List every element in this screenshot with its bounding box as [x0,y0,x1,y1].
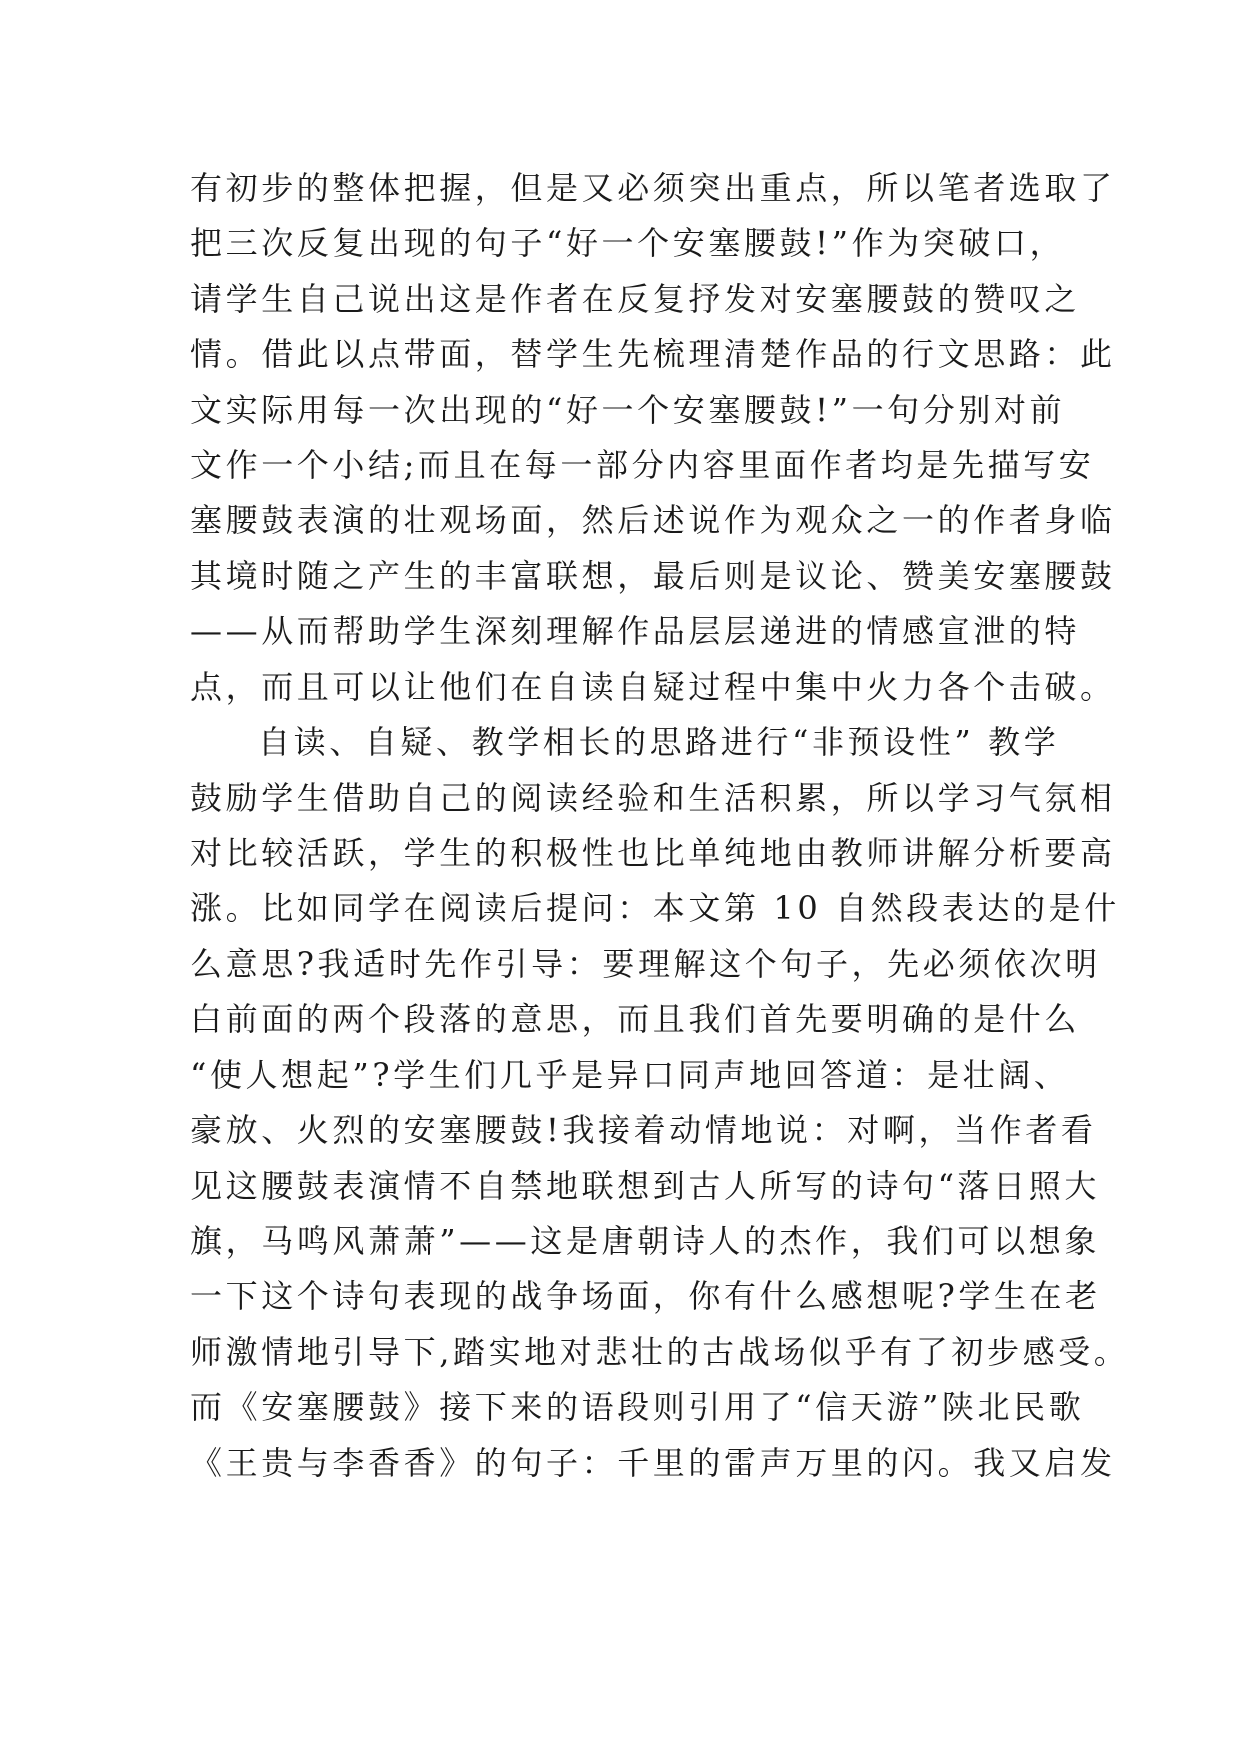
text-line: 情。借此以点带面，替学生先梳理清楚作品的行文思路：此 [190,335,1116,373]
text-line: 么意思?我适时先作引导：要理解这个句子，先必须依次明 [190,945,1101,983]
text-line: 而《安塞腰鼓》接下来的语段则引用了“信天游”陕北民歌 [190,1388,1085,1426]
paragraph-first-line: 自读、自疑、教学相长的思路进行“非预设性” 教学 [258,723,1060,761]
text-line: 文实际用每一次出现的“好一个安塞腰鼓!”一句分别对前 [190,391,1066,429]
text-line: 塞腰鼓表演的壮观场面，然后述说作为观众之一的作者身临 [190,501,1116,539]
text-line: “使人想起”?学生们几乎是异口同声地回答道：是壮阔、 [190,1056,1070,1094]
text-line: 涨。比如同学在阅读后提问：本文第 10 自然段表达的是什 [190,889,1120,927]
text-line: 见这腰鼓表演情不自禁地联想到古人所写的诗句“落日照大 [190,1167,1100,1205]
text-line: 鼓励学生借助自己的阅读经验和生活积累，所以学习气氛相 [190,779,1116,817]
text-line: 有初步的整体把握，但是又必须突出重点，所以笔者选取了 [190,169,1116,207]
text-line: 其境时随之产生的丰富联想，最后则是议论、赞美安塞腰鼓 [190,557,1116,595]
text-line: 点，而且可以让他们在自读自疑过程中集中火力各个击破。 [190,668,1116,706]
text-line: 《王贵与李香香》的句子：千里的雷声万里的闪。我又启发 [190,1444,1116,1482]
text-line: ——从而帮助学生深刻理解作品层层递进的情感宣泄的特 [190,612,1081,650]
text-line: 文作一个小结;而且在每一部分内容里面作者均是先描写安 [190,446,1095,484]
text-line: 豪放、火烈的安塞腰鼓!我接着动情地说：对啊，当作者看 [190,1111,1097,1149]
text-line: 把三次反复出现的句子“好一个安塞腰鼓!”作为突破口， [190,224,1066,262]
text-line: 旗，马鸣风萧萧”——这是唐朝诗人的杰作，我们可以想象 [190,1222,1100,1260]
text-line: 对比较活跃，学生的积极性也比单纯地由教师讲解分析要高 [190,834,1116,872]
text-line: 请学生自己说出这是作者在反复抒发对安塞腰鼓的赞叹之 [190,280,1081,318]
text-line: 师激情地引导下,踏实地对悲壮的古战场似乎有了初步感受。 [190,1333,1130,1371]
text-line: 白前面的两个段落的意思，而且我们首先要明确的是什么 [190,1000,1081,1038]
text-line: 一下这个诗句表现的战争场面，你有什么感想呢?学生在老 [190,1277,1101,1315]
